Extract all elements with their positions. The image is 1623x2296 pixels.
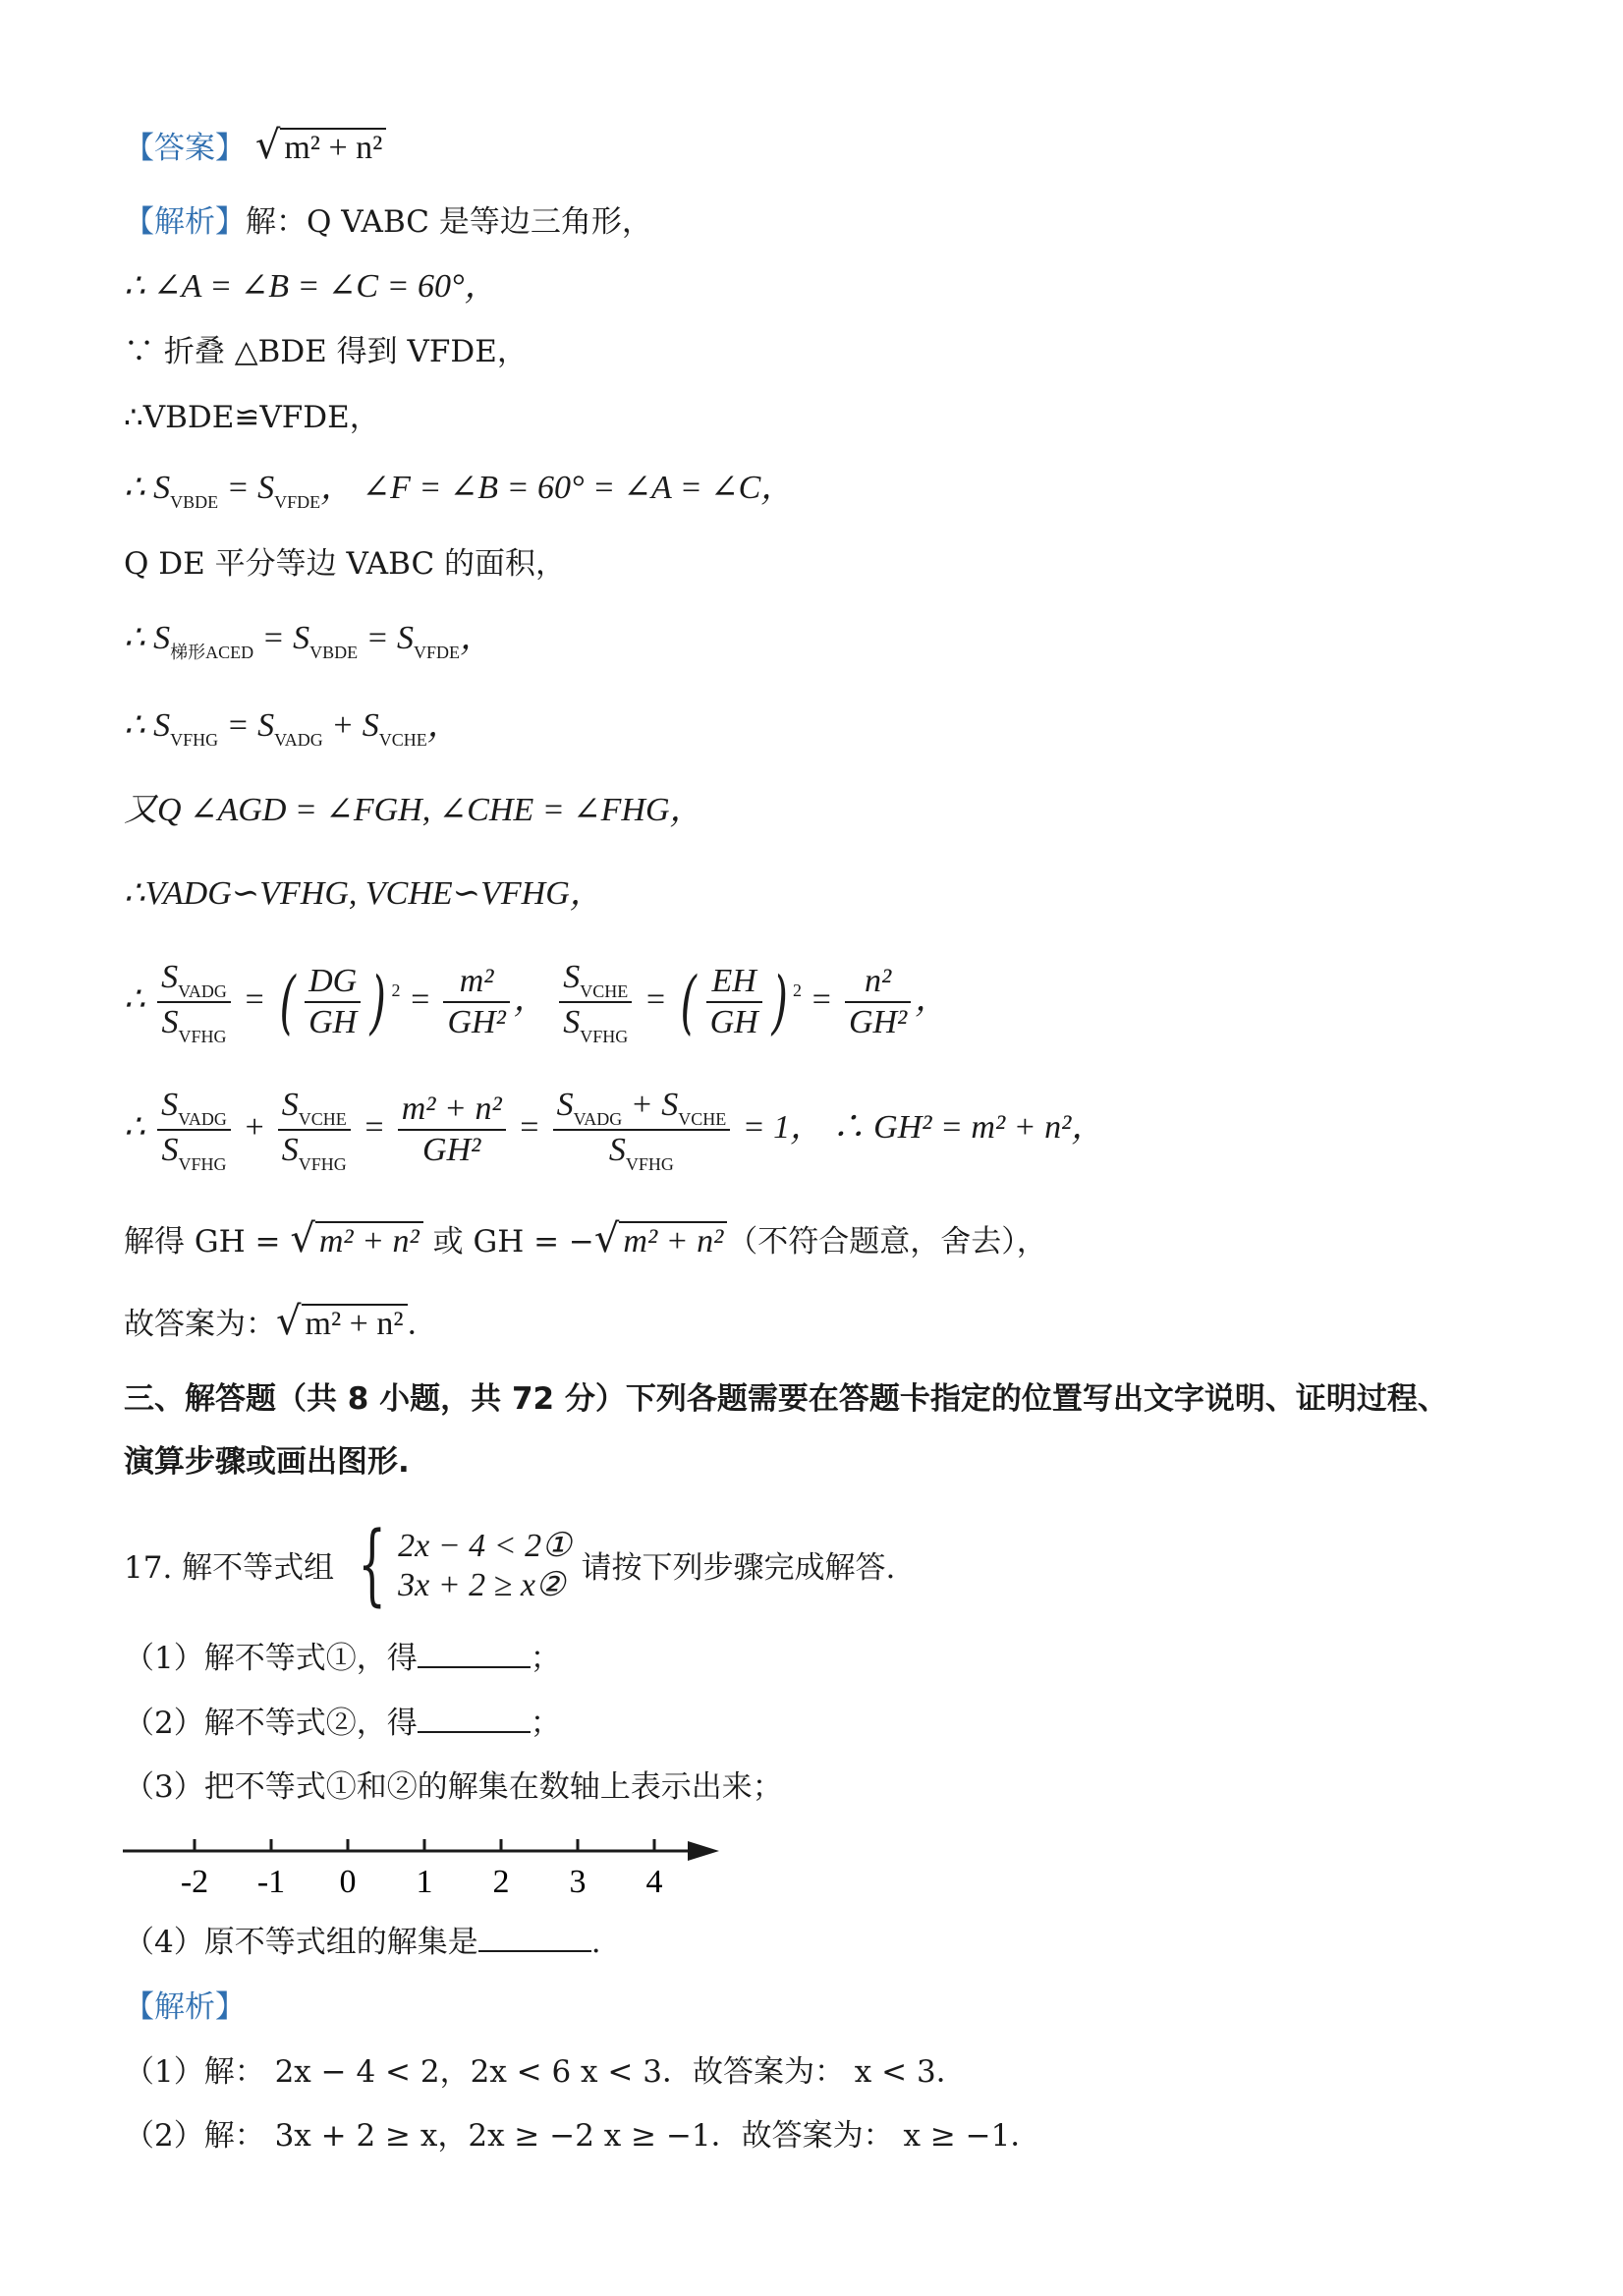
den: GH <box>308 1004 358 1040</box>
num: n² <box>845 962 911 1003</box>
sub: VADG <box>178 1109 227 1129</box>
ticks <box>181 1839 663 1900</box>
number-line[interactable] <box>118 1827 727 1906</box>
l7-b: = S <box>253 620 310 656</box>
s: S <box>161 1132 179 1168</box>
l8-a: ∴ S <box>124 707 171 744</box>
frac-m2n2-gh2 <box>398 1090 506 1170</box>
den: GH² <box>422 1132 481 1168</box>
tick-label: 2 <box>492 1864 510 1900</box>
l7-d: ， <box>460 620 494 656</box>
l7-sub1: 梯形ACED <box>170 643 254 662</box>
section3-line-1: 三、解答题（共 8 小题，共 72 分）下列各题需要在答题卡指定的位置写出文字说明、证明过程、 <box>124 1381 1448 1417</box>
comma: ， <box>513 980 547 1018</box>
sub: VFHG <box>298 1154 347 1174</box>
answer-blank-1[interactable] <box>418 1643 531 1668</box>
tick-label: -1 <box>256 1864 286 1900</box>
comma: ， <box>915 980 949 1018</box>
frac-m2-gh2 <box>443 962 509 1042</box>
l14-c: ． <box>407 1307 438 1342</box>
l5-sub1: VBDE <box>170 492 219 512</box>
l13-e: （不符合题意，舍去）， <box>727 1224 1047 1260</box>
sub: VFHG <box>178 1027 227 1046</box>
square: 2 <box>792 980 802 1000</box>
l8-d: ， <box>426 707 461 744</box>
frac-sadg-sfhg <box>157 958 231 1046</box>
sub: VFHG <box>178 1154 227 1174</box>
fraction-line-2 <box>124 1086 1104 1174</box>
analysis-line-3: ∵ 折叠 △BDE 得到 VFDE， <box>124 334 528 369</box>
analysis-line-6: Q DE 平分等边 VABC 的面积， <box>124 546 567 582</box>
q17-label: 17. 解不等式组 <box>124 1550 335 1586</box>
eq: = <box>243 980 266 1018</box>
lparen: ( <box>680 962 698 1042</box>
gh-result: ∴ GH² = m² + n²， <box>831 1108 1105 1146</box>
eq: = <box>644 980 667 1018</box>
s: S <box>563 959 581 995</box>
fraction-line-1 <box>124 958 948 1046</box>
analysis-line-13 <box>124 1216 1047 1261</box>
analysis-line-14 <box>124 1299 438 1344</box>
analysis-line-2: ∴ ∠A = ∠B = ∠C = 60°， <box>124 268 498 305</box>
p2-text: （2）解不等式②，得 <box>124 1706 418 1741</box>
rparen: ) <box>771 962 788 1042</box>
therefore-1: ∴ <box>124 980 145 1018</box>
p4-end: . <box>590 1925 601 1960</box>
answer-sqrt: √ m² + n² <box>255 126 387 168</box>
num: DG <box>305 962 361 1003</box>
solution-1: （1）解： 2x − 4 < 2，2x < 6 x < 3．故答案为： x < 3． <box>124 2054 967 2090</box>
answer-value: m² + n² <box>280 128 386 166</box>
solution-tag: 【解析】 <box>124 1989 246 2025</box>
therefore-2: ∴ <box>124 1108 145 1146</box>
ineq-1: 2x − 4 < 2① <box>398 1527 572 1564</box>
tick-label: 4 <box>645 1864 663 1900</box>
eq: = <box>518 1108 541 1146</box>
analysis-line-10: ∴VADG∽VFHG, VCHE∽VFHG， <box>124 875 603 912</box>
eq: = <box>810 980 833 1018</box>
s: S <box>281 1132 299 1168</box>
analysis-line-9: 又Q ∠AGD = ∠FGH, ∠CHE = ∠FHG， <box>124 792 703 828</box>
l13-c: 或 GH = − <box>422 1224 594 1260</box>
axis-arrow <box>688 1841 719 1861</box>
lparen: ( <box>279 962 296 1042</box>
system-brace: { <box>358 1513 386 1616</box>
l8-sub3: VCHE <box>378 730 427 750</box>
q17-part-2 <box>124 1704 561 1743</box>
l5-b: = S <box>218 470 275 506</box>
frac-sadg-sfhg-2 <box>157 1086 231 1174</box>
num: m² + n² <box>398 1090 506 1131</box>
ineq-2: 3x + 2 ≥ x② <box>398 1566 566 1603</box>
tick-label: 0 <box>339 1864 357 1900</box>
l7-c: = S <box>358 620 415 656</box>
solution-2: （2）解： 3x + 2 ≥ x，2x ≥ −2 x ≥ −1．故答案为： x ≥ −1． <box>124 2118 1041 2154</box>
analysis-line-8 <box>124 706 461 750</box>
l14-b: m² + n² <box>302 1304 408 1342</box>
sub: VFHG <box>625 1154 674 1174</box>
frac-sum-sfhg: $\frac{S_{VADG} + S_{VCHE}}{S_{VFHG}}$ <box>553 1086 731 1174</box>
l5-c: ， ∠F = ∠B = 60° = ∠A = ∠C， <box>320 470 795 506</box>
analysis-line-4: ∴VBDE≌VFDE， <box>124 400 380 435</box>
s: S <box>281 1087 299 1123</box>
answer-line <box>124 123 386 168</box>
frac-sche-sfhg-2 <box>278 1086 351 1174</box>
rparen: ) <box>369 962 387 1042</box>
p1-text: （1）解不等式①，得 <box>124 1641 418 1676</box>
tick-label: 3 <box>569 1864 587 1900</box>
p4-text: （4）原不等式组的解集是 <box>124 1925 478 1960</box>
q17-line <box>124 1513 895 1616</box>
sub: VFHG <box>580 1027 629 1046</box>
analysis-line-7 <box>124 619 493 662</box>
frac-dg-gh <box>305 962 361 1042</box>
eq: = <box>409 980 431 1018</box>
analysis-tag: 【解析】 <box>124 204 246 240</box>
s: S <box>563 1004 581 1040</box>
sub: VADG <box>178 981 227 1001</box>
s: S <box>161 959 179 995</box>
l5-sub2: VFDE <box>274 492 321 512</box>
s: S <box>161 1087 179 1123</box>
l8-c: + S <box>322 707 379 744</box>
l8-b: = S <box>218 707 275 744</box>
frac-sche-sfhg <box>559 958 632 1046</box>
l13-b: m² + n² <box>315 1221 423 1260</box>
frac-eh-gh <box>706 962 762 1042</box>
frac-n2-gh2 <box>845 962 911 1042</box>
answer-blank-2[interactable] <box>418 1708 531 1733</box>
den: GH² <box>848 1004 908 1040</box>
analysis-line-5 <box>124 469 794 512</box>
s: S <box>661 1087 679 1123</box>
s: S <box>608 1132 626 1168</box>
equals-one: = 1， <box>742 1108 824 1146</box>
sqrt-2: √ m² + n² <box>594 1219 727 1261</box>
sqrt-3: √ m² + n² <box>276 1302 408 1344</box>
l7-a: ∴ S <box>124 620 171 656</box>
l8-sub1: VFHG <box>170 730 219 750</box>
analysis-text-1: 解：Q VABC 是等边三角形， <box>246 204 652 240</box>
q17-tail: 请按下列步骤完成解答. <box>581 1550 896 1586</box>
q17-part-4 <box>124 1923 601 1962</box>
l14-a: 故答案为： <box>124 1307 276 1342</box>
l13-d: m² + n² <box>619 1221 727 1260</box>
num: m² <box>443 962 509 1003</box>
num: EH <box>706 962 762 1003</box>
square: 2 <box>391 980 401 1000</box>
s: S <box>161 1004 179 1040</box>
den: GH² <box>447 1004 506 1040</box>
sub: VCHE <box>298 1109 347 1129</box>
p2-end: ； <box>530 1706 561 1741</box>
l8-sub2: VADG <box>274 730 323 750</box>
answer-tag: 【答案】 <box>124 131 246 166</box>
eq: = <box>363 1108 386 1146</box>
sub: VCHE <box>580 981 629 1001</box>
l7-sub3: VFDE <box>414 643 461 662</box>
q17-part-3: （3）把不等式①和②的解集在数轴上表示出来； <box>124 1769 783 1805</box>
sqrt-1: √ m² + n² <box>290 1219 422 1261</box>
answer-blank-4[interactable] <box>478 1927 591 1952</box>
sub: VCHE <box>678 1109 727 1129</box>
section3-line-2: 演算步骤或画出图形. <box>124 1444 410 1480</box>
sub: VADG <box>573 1109 623 1129</box>
den: GH <box>709 1004 758 1040</box>
tick-label: -2 <box>180 1864 209 1900</box>
l7-sub2: VBDE <box>309 643 359 662</box>
plus: + <box>243 1108 266 1146</box>
analysis-line-1 <box>124 202 652 242</box>
q17-part-1 <box>124 1639 561 1678</box>
tick-label: 1 <box>416 1864 433 1900</box>
s: S <box>556 1087 574 1123</box>
l13-a: 解得 GH = <box>124 1224 291 1260</box>
l5-a: ∴ S <box>124 470 171 506</box>
p1-end: ； <box>530 1641 561 1676</box>
system <box>398 1526 571 1604</box>
